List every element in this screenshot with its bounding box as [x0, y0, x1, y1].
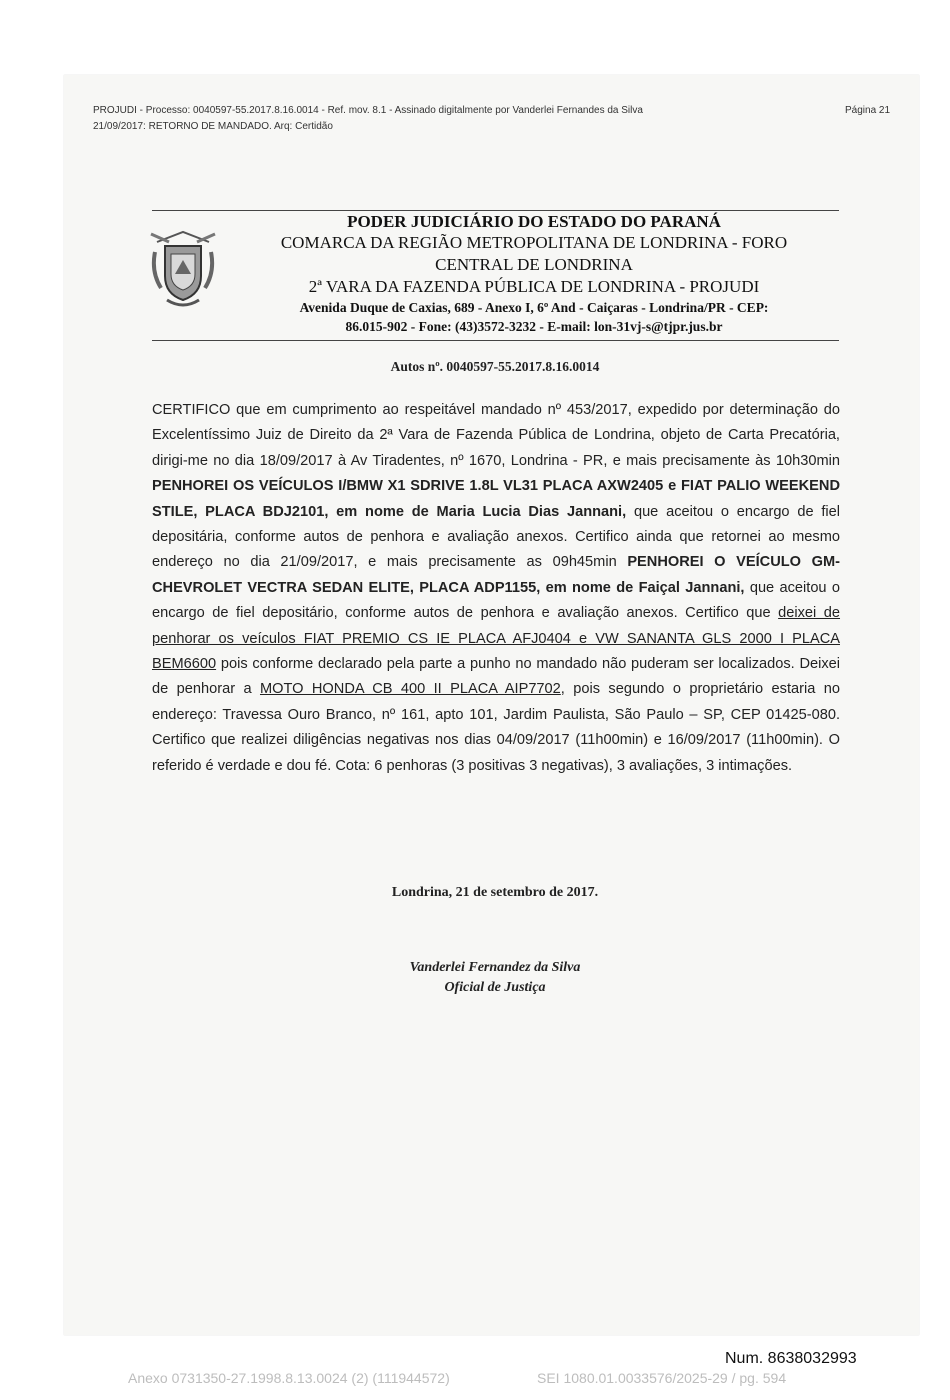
signatory-role: Oficial de Justiça: [444, 980, 546, 995]
body-bold-2: PENHOREI O VEÍCULO GM-CHEVROLET VECTRA SEDAN ELITE, PLACA ADP1155, em nome de Faiçal Jannani,: [152, 554, 840, 596]
page-number: Página 21: [845, 105, 891, 116]
body-text-5: , pois segundo o proprietário estaria no endereço: Travessa Ouro Branco, nº 161, apto 101, Jardim Paulista, São Paulo – SP, CEP 01425-080. Certifico que realizei diligências negativas nos dias 04/09/2017 (11h00min) e 16/09/2017 (11h00min). O referido é verdade e dou fé. Cota: 6 penhoras (3 positivas 3 negativas), 3 avaliações, 3 intimações.: [152, 681, 840, 774]
stamp-line-1: PROJUDI - Processo: 0040597-55.2017.8.16.0014 - Ref. mov. 8.1 - Assinado digitalmente por Vanderlei Fernandes da Silva: [93, 105, 643, 116]
comarca-line-2: CENTRAL DE LONDRINA: [435, 255, 633, 274]
footer-annex: Anexo 0731350-27.1998.8.13.0024 (2) (111944572): [128, 1370, 450, 1386]
address-line-1: Avenida Duque de Caxias, 689 - Anexo I, 6º And - Caiçaras - Londrina/PR - CEP:: [299, 300, 769, 315]
court-title: PODER JUDICIÁRIO DO ESTADO DO PARANÁ: [347, 212, 721, 231]
case-number: Autos nº. 0040597-55.2017.8.16.0014: [390, 359, 600, 374]
certificate-body: [152, 398, 840, 779]
footer-sei: SEI 1080.01.0033576/2025-29 / pg. 594: [537, 1370, 787, 1386]
body-bold-1: PENHOREI OS VEÍCULOS I/BMW X1 SDRIVE 1.8L VL31 PLACA AXW2405 e FIAT PALIO WEEKEND STILE, PLACA BDJ2101, em nome de Maria Lucia Dias Jannani,: [152, 478, 840, 520]
comarca-line-1: COMARCA DA REGIÃO METROPOLITANA DE LONDRINA - FORO: [280, 233, 788, 252]
place-date: Londrina, 21 de setembro de 2017.: [391, 885, 599, 900]
body-text-4: pois conforme declarado pela parte a punho no mandado não puderam ser localizados. Deixei de penhorar a: [152, 656, 840, 698]
body-text-1: CERTIFICO que em cumprimento ao respeitável mandado nº 453/2017, expedido por determinação do Excelentíssimo Juiz de Direito da 2ª Vara de Fazenda Pública de Londrina, objeto de Carta Precatória, dirigi-me no dia 18/09/2017 à Av Tiradentes, nº 1670, Londrina - PR, e mais precisamente às 10h30min: [152, 402, 840, 469]
court-header: [228, 211, 840, 336]
body-underlined-2: MOTO HONDA CB 400 II PLACA AIP7702: [259, 681, 561, 698]
stamp-line-2: 21/09/2017: RETORNO DE MANDADO. Arq: Certidão: [93, 121, 333, 132]
coat-of-arms-icon: [149, 228, 217, 310]
body-underlined-1: deixei de penhorar os veículos FIAT PREMIO CS IE PLACA AFJ0404 e VW SANANTA GLS 2000 I PLACA BEM6600: [152, 605, 841, 673]
body-text-2: que aceitou o encargo de fiel depositária, conforme autos de penhora e avaliação anexos. Certifico ainda que retornei ao mesmo endereço no dia 21/09/2017, e mais precisamente as 09h45min: [152, 503, 840, 571]
document-number: Num. 8638032993: [725, 1350, 857, 1367]
vara-line: 2ª VARA DA FAZENDA PÚBLICA DE LONDRINA - PROJUDI: [308, 277, 760, 296]
body-text-3: que aceitou o encargo de fiel depositário, conforme autos de penhora e avaliação anexos. Certifico que: [152, 579, 840, 622]
signatory-name: Vanderlei Fernandez da Silva: [409, 960, 581, 975]
header-rule-bottom: [152, 340, 839, 341]
address-line-2: 86.015-902 - Fone: (43)3572-3232 - E-mail: lon-31vj-s@tjpr.jus.br: [345, 319, 723, 334]
signature-block: [330, 958, 660, 998]
digital-signature-stamp: [93, 103, 643, 135]
